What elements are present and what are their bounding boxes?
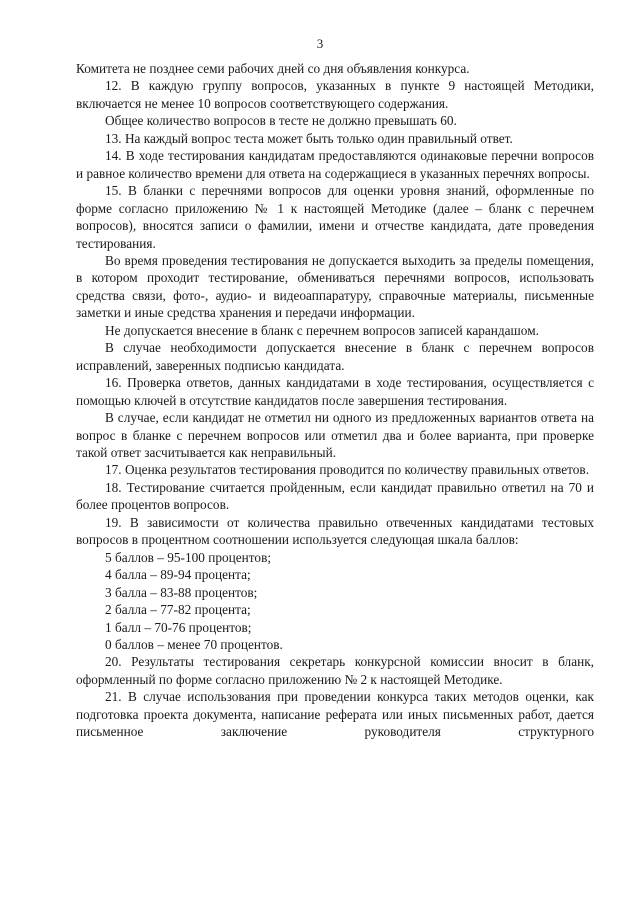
paragraph-item-21: 21. В случае использования при проведении конкурса таких методов оценки, как подготовка проекта документа, написание реферата или иных письменных работ, дается письменное заключение руководителя структурного (76, 689, 594, 740)
score-scale-1: 1 балл – 70-76 процентов; (105, 619, 252, 635)
paragraph-item-14: 14. В ходе тестирования кандидатам предоставляются одинаковые перечни вопросов и равное количество времени для ответа на содержащиеся в указанных перечнях вопросы. (76, 148, 594, 181)
score-scale-5: 5 баллов – 95-100 процентов; (105, 549, 272, 565)
paragraph-item-20: 20. Результаты тестирования секретарь конкурсной комиссии вносит в бланк, оформленный по форме согласно приложению № 2 к настоящей Методике. (76, 654, 594, 687)
paragraph-item-16: 16. Проверка ответов, данных кандидатами в ходе тестирования, осуществляется с помощью ключей в отсутствие кандидатов после завершения тестирования. (76, 375, 594, 408)
paragraph-item-13: 13. На каждый вопрос теста может быть только один правильный ответ. (105, 130, 513, 146)
paragraph-item-12: 12. В каждую группу вопросов, указанных в пункте 9 настоящей Методики, включается не менее 10 вопросов соответствующего содержания. (76, 78, 594, 111)
page-number: 3 (316, 36, 324, 51)
paragraph-corrections: В случае необходимости допускается внесение в бланк с перечнем вопросов исправлений, заверенных подписью кандидата. (76, 340, 594, 373)
score-scale-2: 2 балла – 77-82 процента; (105, 602, 251, 618)
paragraph-item-18: 18. Тестирование считается пройденным, если кандидат правильно ответил на 70 и более процентов вопросов. (76, 479, 594, 513)
paragraph-item-15: 15. В бланки с перечнями вопросов для оценки уровня знаний, оформленные по форме согласно приложению № 1 к настоящей Методике (далее – бланк с перечнем вопросов), вносятся записи о фамилии, имени и отчестве кандидата, дате проведения тестирования. (76, 183, 594, 251)
paragraph-item-19: 19. В зависимости от количества правильно отвеченных кандидатами тестовых вопросов в процентном соотношении используется следующая шкала баллов: (76, 514, 594, 548)
paragraph-item-17: 17. Оценка результатов тестирования проводится по количеству правильных ответов. (105, 462, 590, 478)
document-body (76, 60, 594, 741)
score-scale-4: 4 балла – 89-94 процента; (105, 567, 251, 583)
paragraph-total-questions: Общее количество вопросов в тесте не должно превышать 60. (105, 113, 457, 129)
paragraph-no-pencil: Не допускается внесение в бланк с перечнем вопросов записей карандашом. (105, 322, 539, 338)
paragraph-testing-rules: Во время проведения тестирования не допускается выходить за пределы помещения, в котором проходит тестирование, обмениваться перечнями вопросов, использовать средства связи, фото-, аудио- и видеоаппаратуру, справочные материалы, письменные заметки и иные средства хранения и передачи информации. (76, 252, 594, 321)
score-scale-0: 0 баллов – менее 70 процентов. (105, 636, 283, 652)
score-scale-3: 3 балла – 83-88 процентов; (105, 584, 258, 600)
paragraph-continuation: Комитета не позднее семи рабочих дней со дня объявления конкурса. (76, 61, 470, 76)
paragraph-wrong-answer: В случае, если кандидат не отметил ни одного из предложенных вариантов ответа на вопрос в бланке с перечнем вопросов или отметил два и более варианта, при проверке такой ответ засчитывается как неправильный. (76, 410, 594, 460)
